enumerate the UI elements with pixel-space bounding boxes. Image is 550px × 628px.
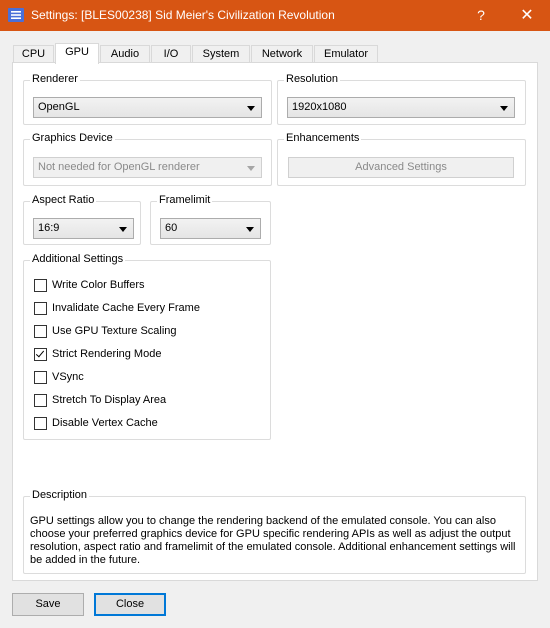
aspect-ratio-dropdown[interactable] bbox=[33, 218, 134, 239]
checkmark-icon bbox=[36, 349, 44, 358]
checkbox-label: Invalidate Cache Every Frame bbox=[52, 302, 200, 314]
checkbox-label: Disable Vertex Cache bbox=[52, 417, 158, 429]
aspect-ratio-group-title: Aspect Ratio bbox=[32, 194, 95, 206]
save-button[interactable]: Save bbox=[12, 593, 84, 616]
enhancements-group-title: Enhancements bbox=[286, 132, 360, 144]
help-button[interactable]: ? bbox=[477, 7, 485, 23]
advanced-settings-button[interactable]: Advanced Settings bbox=[288, 157, 514, 178]
chevron-down-icon bbox=[246, 227, 254, 232]
close-button[interactable]: Close bbox=[94, 593, 166, 616]
additional-settings-group bbox=[23, 253, 271, 440]
graphics-device-dropdown[interactable] bbox=[33, 157, 262, 178]
tab-network[interactable]: Network bbox=[251, 45, 313, 64]
tab-emulator[interactable]: Emulator bbox=[314, 45, 378, 64]
chevron-down-icon bbox=[247, 166, 255, 171]
aspect-ratio-group bbox=[23, 194, 141, 245]
checkbox-box[interactable] bbox=[34, 371, 47, 384]
renderer-group-title: Renderer bbox=[32, 73, 78, 85]
checkbox-label: Strict Rendering Mode bbox=[52, 348, 162, 360]
checkbox-label: Stretch To Display Area bbox=[52, 394, 167, 406]
tab-system[interactable]: System bbox=[192, 45, 250, 64]
window-title: Settings: [BLES00238] Sid Meier's Civilization Revolution bbox=[31, 8, 335, 22]
close-window-button[interactable]: ✕ bbox=[520, 7, 534, 24]
checkbox-label: VSync bbox=[52, 371, 84, 383]
description-text: GPU settings allow you to change the rendering backend of the emulated console. You can also choose your preferred graphics device for GPU specific rendering APIs as well as adjust the output resolution, aspect ratio and framelimit of the emulated console. Additional enhancement settings will be added in the future. bbox=[30, 515, 516, 566]
tab-audio[interactable]: Audio bbox=[100, 45, 150, 64]
framelimit-group bbox=[150, 194, 271, 245]
graphics-device-group bbox=[23, 132, 272, 186]
chevron-down-icon bbox=[500, 106, 508, 111]
resolution-group-title: Resolution bbox=[286, 73, 338, 85]
enhancements-group bbox=[277, 132, 526, 186]
checkbox-box[interactable] bbox=[34, 279, 47, 292]
renderer-value: OpenGL bbox=[38, 101, 80, 113]
checkbox-box[interactable] bbox=[34, 302, 47, 315]
app-icon bbox=[8, 8, 24, 22]
resolution-dropdown[interactable] bbox=[287, 97, 515, 118]
chevron-down-icon bbox=[247, 106, 255, 111]
aspect-ratio-value: 16:9 bbox=[38, 222, 60, 234]
framelimit-dropdown[interactable] bbox=[160, 218, 261, 239]
tab-gpu[interactable]: GPU bbox=[55, 43, 99, 64]
renderer-group bbox=[23, 73, 272, 125]
description-group-title: Description bbox=[32, 489, 88, 501]
graphics-device-value: Not needed for OpenGL renderer bbox=[38, 161, 200, 173]
title-bar bbox=[0, 0, 550, 31]
checkbox-label: Write Color Buffers bbox=[52, 279, 145, 291]
checkbox-label: Use GPU Texture Scaling bbox=[52, 325, 177, 337]
resolution-value: 1920x1080 bbox=[292, 101, 347, 113]
renderer-dropdown[interactable] bbox=[33, 97, 262, 118]
framelimit-value: 60 bbox=[165, 222, 178, 234]
chevron-down-icon bbox=[119, 227, 127, 232]
checkbox-box[interactable] bbox=[34, 348, 47, 361]
checkbox-box[interactable] bbox=[34, 325, 47, 338]
gpu-tab-panel bbox=[12, 62, 538, 581]
framelimit-group-title: Framelimit bbox=[159, 194, 211, 206]
checkbox-box[interactable] bbox=[34, 394, 47, 407]
additional-settings-group-title: Additional Settings bbox=[32, 253, 124, 265]
description-group bbox=[23, 489, 526, 574]
graphics-device-group-title: Graphics Device bbox=[32, 132, 113, 144]
resolution-group bbox=[277, 73, 526, 125]
checkbox-box[interactable] bbox=[34, 417, 47, 430]
tab-io[interactable]: I/O bbox=[151, 45, 191, 64]
tab-cpu[interactable]: CPU bbox=[13, 45, 54, 64]
